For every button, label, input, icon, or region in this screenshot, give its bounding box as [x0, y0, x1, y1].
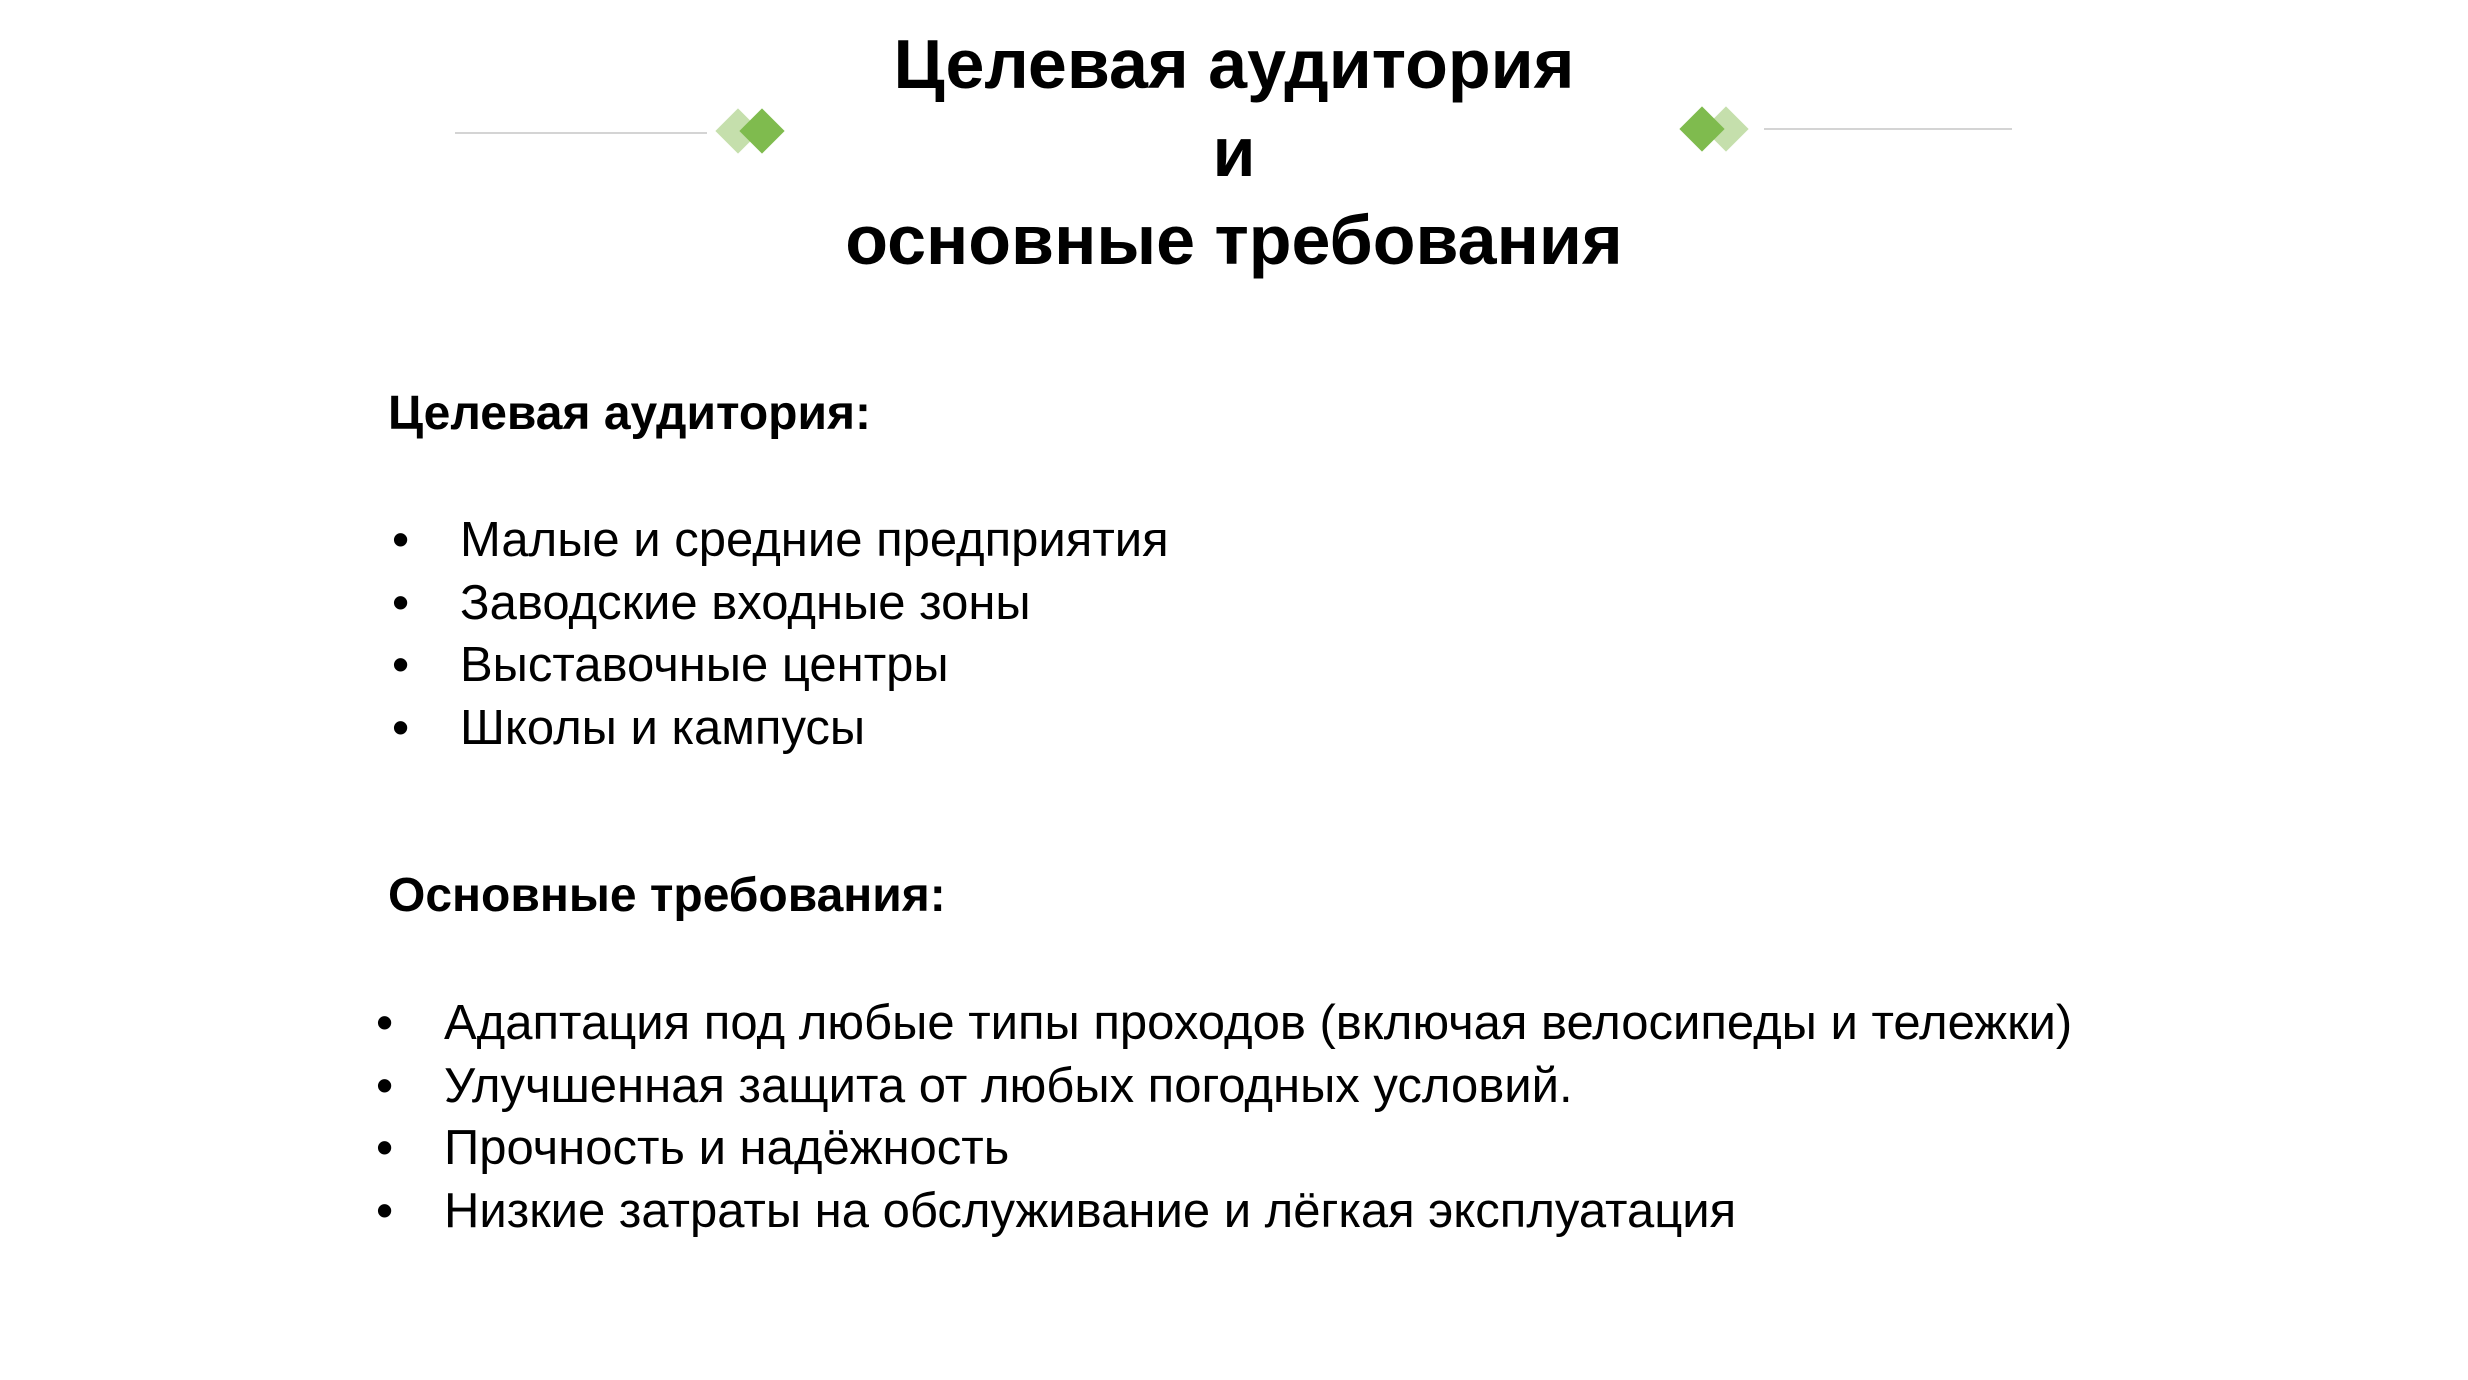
requirements-heading: Основные требования: [388, 869, 946, 922]
left-diamond-ornament [712, 106, 792, 156]
audience-item-text: Заводские входные зоны [460, 575, 1031, 630]
audience-item-text: Малые и средние предприятия [460, 513, 1169, 567]
bullet-icon: • [392, 575, 410, 630]
requirement-item [372, 992, 2072, 1055]
slide-title [0, 20, 2468, 284]
audience-item-text: Выставочные центры [460, 638, 949, 692]
right-diamond-ornament [1672, 104, 1752, 154]
audience-item [388, 572, 1169, 635]
diamond-dark-icon [739, 108, 784, 153]
audience-item-text: Школы и кампусы [460, 700, 866, 755]
bullet-icon: • [392, 638, 410, 692]
requirement-item [372, 1117, 2072, 1180]
requirement-item-text: Прочность и надёжность [444, 1121, 1010, 1175]
audience-list [388, 509, 1169, 759]
requirement-item-text: Адаптация под любые типы проходов (включая велосипеды и тележки) [444, 996, 2073, 1050]
requirement-item [372, 1055, 2072, 1118]
title-line-2: и [1212, 113, 1256, 191]
bullet-icon: • [376, 996, 394, 1050]
audience-item [388, 634, 1169, 697]
bullet-icon: • [376, 1183, 394, 1238]
bullet-icon: • [376, 1058, 394, 1113]
bullet-icon: • [392, 700, 410, 755]
right-divider-line [1764, 128, 2012, 130]
bullet-icon: • [376, 1121, 394, 1175]
title-line-1: Целевая аудитория [893, 25, 1575, 103]
requirements-list [372, 992, 2072, 1242]
audience-item [388, 509, 1169, 572]
audience-item [388, 697, 1169, 760]
requirement-item-text: Улучшенная защита от любых погодных условий. [444, 1058, 1573, 1113]
requirement-item [372, 1180, 2072, 1243]
audience-heading: Целевая аудитория: [388, 387, 871, 440]
requirement-item-text: Низкие затраты на обслуживание и лёгкая эксплуатация [444, 1183, 1737, 1238]
title-line-3: основные требования [845, 201, 1623, 279]
left-divider-line [455, 132, 707, 134]
bullet-icon: • [392, 513, 410, 567]
